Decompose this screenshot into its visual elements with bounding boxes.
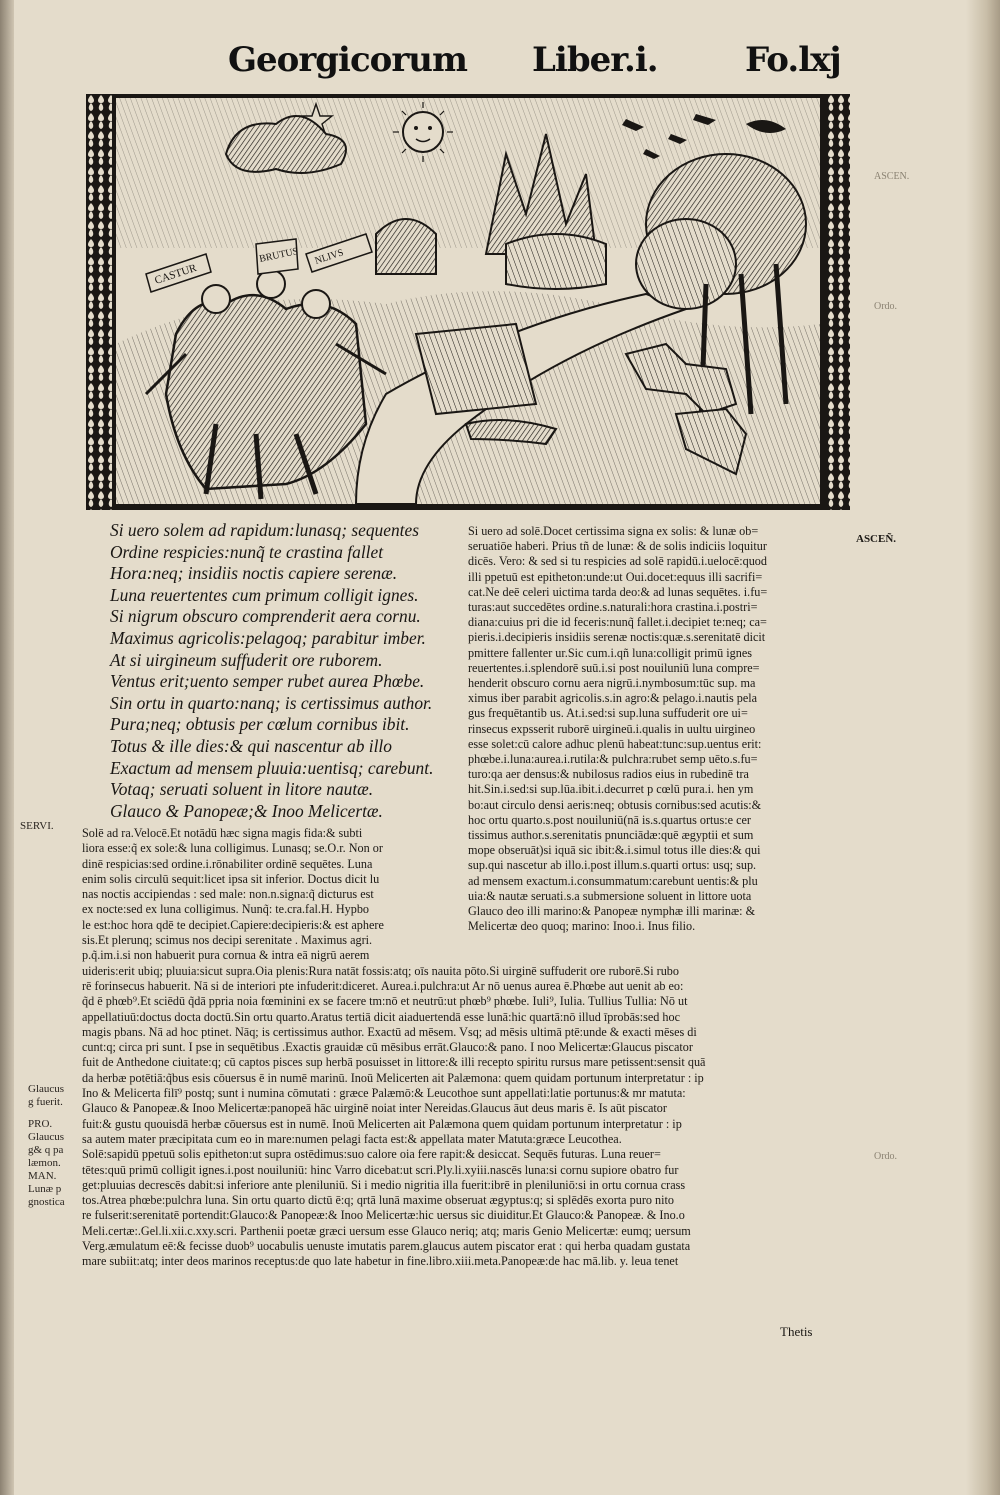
- sun-icon: [393, 102, 453, 162]
- banner-brutus: [256, 239, 299, 274]
- commentary-line: Glauco & Panopeæ.& Inoo Melicertæ:panopeā hāc uirginē noiat inter Nereidas.Glaucus āut deus maris ē. Is aūt piscator: [82, 1101, 667, 1116]
- margin-ordo-ghost: Ordo.: [874, 301, 898, 312]
- commentary-line: Glauco deo illi marino:& Panopeæ nymphæ illi marinæ: &: [468, 904, 756, 919]
- commentary-line: ximus iber parabit agricolis.s.in agro:& pelago.i.nautis pela: [468, 691, 758, 706]
- commentary-line: nas noctis accipiendas : sed male: non.n.signa:q̃ dicturus est: [82, 887, 374, 902]
- commentary-line: uia:& nautæ seruati.s.a submersione soluent in littore uota: [468, 888, 752, 903]
- commentary-line: re fulserit:serenitatē portendit:Glauco:& Panopeæ:& Inoo Melicertæ:hic uersus sic diuiditur.Et Glauco:& Panopeæ. & Ino.o: [82, 1208, 685, 1223]
- verse-line: Si uero solem ad rapidum:lunasq; sequentes: [110, 520, 419, 540]
- margin-ascen: ASCEÑ.: [856, 533, 897, 545]
- cart: [416, 324, 536, 414]
- verse-line: Pura;neq; obtusis per cœlum cornibus ibit.: [110, 714, 410, 735]
- commentary-line: rē forinsecus habuerit. Nā si de interiori pte infuderit:diceret. Aurea.i.pulchra:ut Ar nō uenus aurea ē.Phœbe aut uenit ab eo:: [82, 978, 684, 993]
- verse-line: Glauco & Panopeæ;& Inoo Melicertæ.: [110, 800, 383, 821]
- verse-block: [110, 520, 455, 822]
- commentary-line: seruatiōe haberi. Prius tñ de lunæ: & de solis indiciis loquitur: [468, 539, 767, 554]
- banner-label-brutus: BRUTUS: [258, 245, 300, 265]
- commentary-line: sup.qui nascetur ab illo.i.post illum.s.quarti ortus: usq; sup.: [468, 858, 757, 873]
- commentary-line: Solē ad ra.Velocē.Et notādū hæc signa magis fida:& subti: [82, 826, 363, 840]
- commentary-line: diana:cuius pri die id feceris:nunq̃ fallet.i.decipiet te:neq; ca=: [468, 615, 767, 630]
- commentary-line: Verg.æmulatum eē:& fecisse duob⁹ uocabulis uenuste imutatis parem.glaucus autem piscator erat : qui herba quadam gustata: [82, 1239, 691, 1254]
- verse-line: Ventus erit;uento semper rubet aurea Phœbe.: [110, 671, 425, 692]
- margin-ascen-ghost: ASCEN.: [874, 171, 910, 182]
- commentary-line: mope obseruāt)si iquā sic ibit:&.i.simul totus ille dies:& qui: [468, 843, 761, 858]
- commentary-full-width: [82, 964, 852, 1270]
- woodcut-svg: [86, 94, 850, 510]
- commentary-line: sis.Et plerunq; scimus nos decipi serenitate . Maximus agri.: [82, 933, 373, 948]
- verse-line: Si nigrum obscuro comprenderit aera cornu.: [110, 606, 421, 627]
- commentary-line: fuit:& gustu quouisdā herbæ cōuersus est in numē. Inoū Melicerten ait Palæmona quem quidam portunum interpretatur : ip: [82, 1116, 682, 1131]
- commentary-line: ex nocte:sed ex luna colligimus. Nunq̃: te.cra.fal.H. Hypbo: [82, 902, 370, 917]
- commentary-line: le est:hoc hora qdē te decipiet.Capiere:decipieris:& est aphere: [82, 917, 384, 932]
- verse-line: Sin ortu in quarto:nanq; is certissimus author.: [110, 692, 433, 713]
- commentary-line: turo:qa aer densus:& nubilosus radios eius in rubedinē tra: [468, 767, 749, 782]
- commentary-line: ad mensem exactum.i.consummatum:carebunt uentis:& plu: [468, 873, 758, 888]
- commentary-line: da herbæ potētiā:q̃bus esis cōuersus ē in numē marinū. Inoū Melicerten ait Palæmona: quem quidam portunum interpretatur : ip: [82, 1070, 704, 1085]
- banner-label-nlivs: NLIVS: [313, 247, 345, 267]
- commentary-line: appellatiuū:doctus docta doctū.Sin ortu quarto.Aratus tertiā dicit aiaduertendā esse lunā:hic quartā:nō illud īprobās:sed hoc: [82, 1009, 681, 1024]
- commentary-line: get:pluuias decrescēs dabit:si inferiore ante pleniluniū. Si i medio nigritia illa fuerit:ibrē in pleniluniō:si in ortu cornua crass: [82, 1177, 686, 1192]
- header-book: Liber.i.: [532, 40, 658, 80]
- commentary-line: Solē:sapidū ppetuū solis epitheton:ut supra ostēdimus:suo calore oia fere rapit:& desiccat. Sequēs futuras. Luna reuer=: [82, 1147, 661, 1162]
- commentary-line: esse solet:cū calore adhuc plenū habeat:tunc:sup.uentus erit:: [468, 736, 762, 751]
- commentary-line: mare subiit:atq; inter deos marinos receptus:de quo late habetur in fine.libro.xiii.meta.Panopeæ:de hac mā.lib. y. leua tenet: [82, 1254, 679, 1269]
- commentary-line: phœbe.i.luna:aurea.i.rutila:& pulchra:rubet semp uēto.s.fu=: [468, 752, 758, 767]
- page-edge: [966, 0, 1000, 1495]
- commentary-line: reuertentes.i.splendorē suū.i.si post nouiluniū luna compre=: [468, 660, 760, 675]
- verse-line: Votaq; seruati soluent in litore nautæ.: [110, 779, 374, 800]
- commentary-line: Melicertæ deo quoq; marino: Inoo.i. Inus filio.: [468, 919, 696, 934]
- commentary-line: tētes:quū primū colligit ignes.i.post nouiluniū: hinc Varro dicebat:ut scri.Ply.li.xyiii.nascēs luna:si cornu supiore obatro fur: [82, 1162, 679, 1177]
- verse-line: Totus & ille dies:& qui nascentur ab illo: [110, 735, 392, 756]
- verse-line: Exactum ad mensem pluuia:uentisq; carebunt.: [110, 757, 434, 778]
- header-title: Georgicorum: [228, 40, 467, 80]
- commentary-line: p.q̃.im.i.si non habuerit pura cornua & intra eā nigrū aerem: [82, 948, 370, 963]
- margin-glaucus: Glaucus g fuerit.: [28, 1083, 65, 1108]
- commentary-line: turas:aut succedētes ordine.s.naturali:hora crastina.i.postri=: [468, 600, 758, 615]
- commentary-line: uideris:erit ubiq; pluuia:sicut supra.Oia plenis:Rura natāt fossis:atq; oīs nauita pōto.Si uirginē suffuderit ore ruborē.Si rubo: [82, 963, 679, 978]
- commentary-line: dinē respicias:sed ordine.i.rōnabiliter ordinē sequētes. Luna: [82, 856, 373, 871]
- header-folio: Fo.lxj: [745, 40, 841, 80]
- commentary-line: magis pbans. Nā ad hoc ptinet. Nāq; is certissimus author. Exactū ad mēsem. Vsq; ad mēsis ultimā ptē:unde & exacti mēses di: [82, 1024, 697, 1039]
- woodcut-border-left: [86, 94, 112, 510]
- verse-line: At si uirgineum suffuderit ore ruborem.: [110, 649, 383, 670]
- catchword: Thetis: [780, 1324, 813, 1339]
- commentary-line: hit.Sin.i.sed:si sup.lūa.ibit.i.decurret p cœlū pura.i. hen ym: [468, 782, 754, 797]
- commentary-line: tos.Atrea phœbe:pulchra luna. Sin ortu quarto dictū ē:q; qrtā lunā maxime obseruat ægyptus:q; si splēdēs exorta puro nito: [82, 1193, 674, 1208]
- commentary-line: henderit obscuro cornu aera nigrū.i.nymbosum:tūc sup. ma: [468, 676, 756, 691]
- woodcut-border-right: [824, 94, 850, 510]
- commentary-line: rinsecus expsserit ruborē uirgineū.i.qualis in uultu uirgineo: [468, 721, 756, 736]
- verse-line: Hora:neq; insidiis noctis capiere serenæ.: [110, 563, 398, 584]
- verse-line: Luna reuertentes cum primum colligit ignes.: [110, 584, 419, 605]
- verse-line: Ordine respicies:nunq̃ te crastina fallet: [110, 541, 384, 562]
- verse-line: Maximus agricolis:pelagoq; parabitur imber.: [110, 627, 426, 648]
- commentary-line: hoc ortu quarto.s.post nouiluniū(nā is.s.quartus ortus:e cer: [468, 812, 751, 827]
- commentary-line: dicēs. Vero: & sed si tu respicies ad solē rapidū.i.uelocē:quod: [468, 554, 767, 569]
- commentary-line: Si uero ad solē.Docet certissima signa ex solis: & lunæ ob=: [468, 524, 759, 538]
- running-header: [0, 36, 1000, 84]
- woodcut-illustration: [86, 94, 850, 510]
- commentary-line: enim solis circulū sequit:licet ipsa sit inferior. Doctus dicit lu: [82, 871, 380, 886]
- commentary-line: fuit de Anthedone ciuitate:q; cū captos pisces sup herbā posuisset in littore:& illi recepto spiritu rursus mare petissent:sensit quā: [82, 1055, 706, 1070]
- hut: [376, 219, 436, 274]
- commentary-line: Meli.certæ:.Gel.li.xii.c.xxy.scri. Parthenii poetæ græci uersum esse Glauco neriq; atq; maris Genio Melicertæ: eumq; uersum: [82, 1223, 691, 1238]
- commentary-line: bo:aut circulo densi aeris:neq; obtusis cornibus:sed acutis:&: [468, 797, 762, 812]
- commentary-line: tissimus author.s.serenitatis pnunciādæ:quē ægyptii et sum: [468, 828, 754, 843]
- margin-ordo-ghost-lower: Ordo.: [874, 1151, 898, 1162]
- binding-gutter: [0, 0, 14, 1495]
- commentary-left-column: [82, 826, 447, 964]
- commentary-line: pmittere fallenter ur.Sic cum.i.qñ luna:colligit primū ignes: [468, 645, 752, 660]
- commentary-line: gus frequētantib us. At.i.sed:si sup.luna suffuderit ore ui=: [468, 706, 748, 721]
- commentary-line: cat.Ne deē celeri uictima tarda deo:& ad lunas sequētes. i.fu=: [468, 584, 768, 599]
- commentary-line: Ino & Melicerta filī⁹ postq; sunt i numina cōmutati : græce Palæmō:& Leucothoe sunt appellati:latie portunus:& mr matuta:: [82, 1086, 686, 1101]
- commentary-line: illi ppetuū est epitheton:unde:ut Oui.docet:equus illi sacrifi=: [468, 569, 763, 584]
- commentary-line: sa autem mater præcipitata cum eo in mare:numen pelagi facta est:& appellata mater Matuta:græce Leucothea.: [82, 1131, 622, 1146]
- margin-pro: PRO. Glaucus g& q pa læmon. MAN. Lunæ p gnostica: [28, 1118, 65, 1208]
- commentary-line: liora esse:q̃ ex sole:& luna colligimus. Lunasq; se.O.r. Non or: [82, 841, 383, 856]
- margin-servi: SERVI.: [20, 820, 54, 832]
- banner-label-castur: CASTUR: [153, 262, 199, 287]
- commentary-lower: [82, 826, 852, 1270]
- commentary-line: cunt:q; circa pri sunt. I pse in sequētibus .Exactis grauidæ cū mēsibus errāt.Glauco:& pano. I noo Melicertæ:Glaucus piscator: [82, 1040, 693, 1055]
- commentary-line: pieris.i.decipieris insidiis serenæ noctis:quæ.s.serenitatē dicit: [468, 630, 766, 645]
- commentary-line: q̃d ē phœb⁹.Et sciēdū q̃dā ppria noia fœminini ex se facere tm:nō et neutrū:ut phœb⁹ phœbe. Iuli⁹, Iulia. Tullius Tullia: Nō ut: [82, 994, 688, 1009]
